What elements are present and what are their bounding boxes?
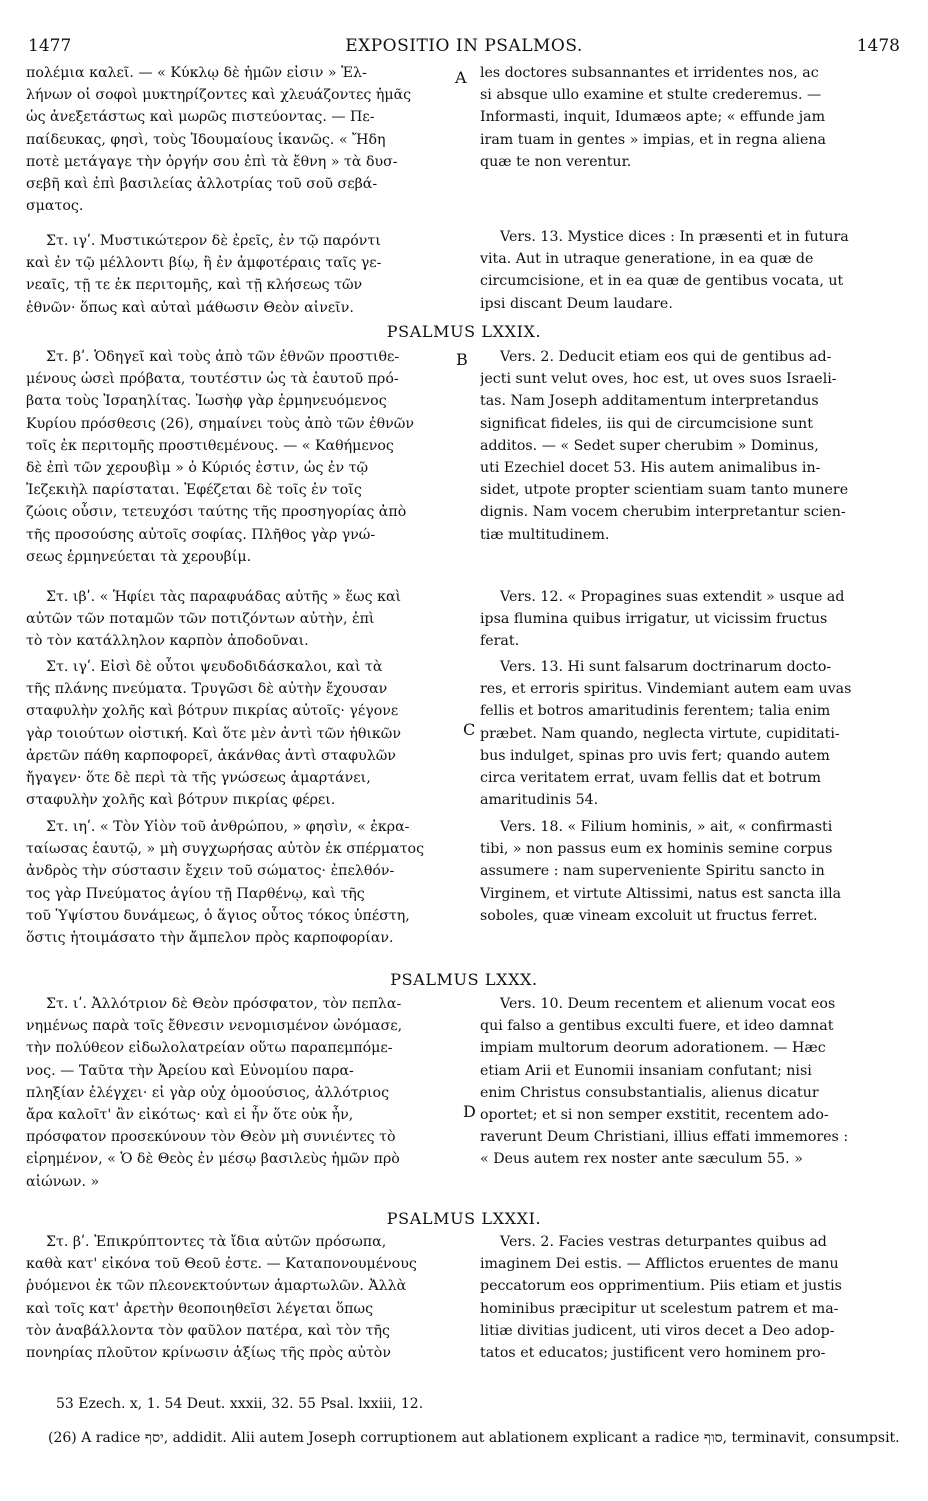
text-line: sidet, utpote propter scientiam suam tanto munere <box>480 482 849 499</box>
margin-letter-c: C <box>463 720 476 739</box>
text-line: raverunt Deum Christiani, illius effati immemores : <box>480 1129 849 1146</box>
text-line: πολέμια καλεῖ. — « Κύκλῳ δὲ ἡμῶν εἰσιν » Ἑλ- <box>26 65 367 81</box>
greek-block-5 <box>26 656 458 811</box>
text-line: Virginem, et virtute Altissimi, natus est sancta illa <box>480 885 842 902</box>
latin-block-1 <box>480 62 900 173</box>
text-line: τῆς προσούσης αὐτοῖς σοφίας. Πλῆθος γὰρ γνώ- <box>26 526 376 543</box>
text-line: Informasti, inquit, Idumæos apte; « effunde jam <box>480 109 826 126</box>
text-line: νεαῖς, τῇ τε ἐκ περιτομῆς, καὶ τῇ κλήσεως τῶν <box>26 277 363 294</box>
latin-block-2 <box>480 226 900 315</box>
text-line: σματος. <box>26 198 84 215</box>
text-line: καὶ ἐν τῷ μέλλοντι βίῳ, ἢ ἐν ἀμφοτέραις ταῖς γε- <box>26 255 382 272</box>
latin-block-3 <box>480 346 900 546</box>
latin-block-6 <box>480 816 900 927</box>
text-line: ἤγαγεν· ὅτε δὲ περὶ τὰ τῆς γνώσεως ἁμαρτάνει, <box>26 769 371 786</box>
text-line: γὰρ τοιούτων οἰστική. Καὶ ὅτε μὲν ἀντὶ τῶν ἠθικῶν <box>26 725 401 742</box>
text-line: Vers. 12. « Propagines suas extendit » usque ad <box>500 589 845 605</box>
text-line: πρόσφατον προσεκύνουν τὸν Θεὸν μὴ συνιέντες τὸ <box>26 1129 396 1146</box>
greek-block-3 <box>26 346 458 568</box>
text-line: oportet; et si non semper exstitit, recentem ado- <box>480 1106 829 1123</box>
text-line: Vers. 13. Mystice dices : In præsenti et in futura <box>500 229 849 245</box>
greek-block-7 <box>26 993 458 1193</box>
latin-block-5 <box>480 656 900 811</box>
text-line: Vers. 2. Deducit etiam eos qui de gentibus ad- <box>500 349 832 365</box>
text-line: σεως ἑρμηνεύεται τὰ χερουβίμ. <box>26 548 252 565</box>
text-line: Στ. ιγʹ. Εἰσὶ δὲ οὗτοι ψευδοδιδάσκαλοι, καὶ τὰ <box>46 659 383 675</box>
text-line: Στ. ιηʹ. « Τὸν Υἱὸν τοῦ ἀνθρώπου, » φησὶν, « ἐκρα- <box>46 819 410 835</box>
text-line: ipsa flumina quibus irrigatur, ut vicissim fructus <box>480 611 828 628</box>
text-line: Στ. ιʹ. Ἀλλότριον δὲ Θεὸν πρόσφατον, τὸν πεπλα- <box>46 996 402 1012</box>
margin-letter-b: B <box>456 350 468 369</box>
text-line: ποτὲ μετάγαγε τὴν ὀργήν σου ἐπὶ τὰ ἔθνη » τὰ δυσ- <box>26 153 398 170</box>
text-line: circa veritatem errat, uvam fellis dat et botrum <box>480 769 821 786</box>
text-line: ἀρετῶν πάθη καρποφορεῖ, ἀκάνθας ἀντὶ σταφυλῶν <box>26 747 396 764</box>
text-line: τοῦ Ὑψίστου δυνάμεως, ὁ ἅγιος οὗτος τόκος ὑπέστη, <box>26 907 410 924</box>
text-line: Κυρίου πρόσθεσις (26), σημαίνει τοὺς ἀπὸ τῶν ἐθνῶν <box>26 415 414 432</box>
text-line: vita. Aut in utraque generatione, in ea quæ de <box>480 251 814 268</box>
text-line: quæ te non verentur. <box>480 153 632 170</box>
text-line: τος γὰρ Πνεύματος ἁγίου τῇ Παρθένῳ, καὶ τῆς <box>26 885 365 902</box>
text-line: σταφυλὴν χολῆς καὶ βότρυν πικρίας αὐτοῖς· γέγονε <box>26 703 399 720</box>
text-line: Στ. βʹ. Ἐπικρύπτοντες τὰ ἴδια αὐτῶν πρόσωπα, <box>46 1234 387 1250</box>
text-line: bus indulget, spinas pro uvis fert; quando autem <box>480 747 830 764</box>
text-line: impiam multorum deorum adorationem. — Hæc <box>480 1040 826 1057</box>
text-line: Στ. βʹ. Ὁδηγεῖ καὶ τοὺς ἀπὸ τῶν ἐθνῶν προστιθε- <box>46 349 400 365</box>
psalm-heading-lxxx: PSALMUS LXXX. <box>390 970 538 989</box>
text-line: « Deus autem rex noster ante sæculum 55. » <box>480 1151 803 1168</box>
text-line: jecti sunt velut oves, hoc est, ut oves suos Israeli- <box>480 371 837 388</box>
text-line: res, et erroris spiritus. Vindemiant autem eam uvas <box>480 681 852 698</box>
running-title: EXPOSITIO IN PSALMOS. <box>345 36 583 56</box>
text-line: βατα τοὺς Ἰσραηλίτας. Ἰωσὴφ γὰρ ἑρμηνευόμενος <box>26 393 387 410</box>
text-line: ἐθνῶν· ὅπως καὶ αὐταὶ μάθωσιν Θεὸν αἰνεῖν. <box>26 299 354 316</box>
text-line: les doctores subsannantes et irridentes nos, ac <box>480 65 819 81</box>
text-line: significat fideles, iis qui de circumcisione sunt <box>480 415 813 432</box>
text-line: δὲ ἐπὶ τῶν χερουβὶμ » ὁ Κύριός ἐστιν, ὡς ἐν τῷ <box>26 459 369 476</box>
text-line: αὐτῶν τῶν ποταμῶν τῶν ποτιζόντων αὐτὴν, ἐπὶ <box>26 611 375 628</box>
text-line: πονηρίας πλοῦτον κρίνωσιν ἀξίως τῆς πρὸς αὐτὸν <box>26 1344 391 1361</box>
text-line: νος. — Ταῦτα τὴν Ἀρείου καὶ Εὐνομίου παρα- <box>26 1062 354 1079</box>
text-line: Vers. 18. « Filium hominis, » ait, « confirmasti <box>500 819 833 835</box>
text-line: Ἰεζεκιὴλ παρίσταται. Ἐφέζεται δὲ τοῖς ἐν τοῖς <box>26 482 362 499</box>
text-line: ferat. <box>480 633 520 650</box>
text-line: additos. — « Sedet super cherubim » Dominus, <box>480 437 819 454</box>
text-line: σεβῆ καὶ ἐπὶ βασιλείας ἀλλοτρίας τοῦ σοῦ σεβά- <box>26 175 378 192</box>
latin-block-4 <box>480 586 900 653</box>
text-line: καθὰ κατ' εἰκόνα τοῦ Θεοῦ ἐστε. — Καταπονουμένους <box>26 1256 417 1273</box>
text-line: hominibus præcipitur ut scelestum patrem et ma- <box>480 1300 839 1317</box>
text-line: si absque ullo examine et stulte crederemus. — <box>480 87 822 104</box>
text-line: Vers. 10. Deum recentem et alienum vocat eos <box>500 996 836 1012</box>
text-line: παίδευκας, φησὶ, τοὺς Ἰδουμαίους ἱκανῶς. « Ἤδη <box>26 131 386 148</box>
text-line: καὶ τοῖς κατ' ἀρετὴν θεοποιηθεῖσι λέγεται ὅπως <box>26 1300 374 1317</box>
greek-block-2 <box>26 230 458 319</box>
text-line: tatos et educatos; justificent vero hominem pro- <box>480 1344 826 1361</box>
text-line: τὸν ἀναβάλλοντα τὸν φαῦλον πατέρα, καὶ τὸν τῆς <box>26 1322 390 1339</box>
text-line: enim Christus consubstantialis, alienus dicatur <box>480 1084 819 1101</box>
text-line: circumcisione, et in ea quæ de gentibus vocata, ut <box>480 273 844 290</box>
text-line: λήνων οἱ σοφοὶ μυκτηρίζοντες καὶ χλευάζοντες ἡμᾶς <box>26 87 412 104</box>
text-line: τοῖς ἐκ περιτομῆς προστιθεμένους. — « Καθήμενος <box>26 437 394 454</box>
text-line: fellis et botros amaritudinis ferentem; talia enim <box>480 703 831 720</box>
text-line: αἰώνων. » <box>26 1173 100 1190</box>
text-line: dignis. Nam vocem cherubim interpretantur scien- <box>480 504 846 521</box>
footnote-26: (26) A radice יסף, addidit. Alii autem Joseph corruptionem aut ablationem explicant a radice סוף, terminavit, consumpsit. <box>48 1430 900 1446</box>
greek-block-6 <box>26 816 458 949</box>
text-line: etiam Arii et Eunomii insaniam confutant; nisi <box>480 1062 812 1079</box>
text-line: πληξίαν ἐλέγχει· εἰ γὰρ οὐχ ὁμοούσιος, ἀλλότριος <box>26 1084 390 1101</box>
text-line: ἀνδρὸς τὴν σύστασιν ἔχειν τοῦ σώματος· ἐπελθόν- <box>26 863 395 880</box>
text-line: tiæ multitudinem. <box>480 526 610 543</box>
text-line: ταίωσας ἑαυτῷ, » μὴ συγχωρήσας αὐτὸν ἐκ σπέρματος <box>26 841 425 858</box>
greek-block-8 <box>26 1231 458 1364</box>
greek-block-4 <box>26 586 458 653</box>
text-line: soboles, quæ vineam excoluit ut fructus ferret. <box>480 907 818 924</box>
latin-block-7 <box>480 993 900 1171</box>
text-line: imaginem Dei estis. — Afflictos eruentes de manu <box>480 1256 839 1273</box>
psalm-heading-lxxxi: PSALMUS LXXXI. <box>386 1209 542 1228</box>
text-line: præbet. Nam quando, neglecta virtute, cupiditati- <box>480 725 840 742</box>
page-number-left: 1477 <box>28 36 72 56</box>
text-line: Στ. ιγʹ. Μυστικώτερον δὲ ἐρεῖς, ἐν τῷ παρόντι <box>46 233 381 249</box>
page-header <box>28 36 900 60</box>
text-line: σταφυλὴν χολῆς καὶ βότρυν πικρίας φέρει. <box>26 792 336 809</box>
text-line: μένους ὡσεὶ πρόβατα, τουτέστιν ὡς τὰ ἑαυτοῦ πρό- <box>26 371 399 388</box>
text-line: iram tuam in gentes » impias, et in regna aliena <box>480 131 826 148</box>
text-line: Vers. 13. Hi sunt falsarum doctrinarum docto- <box>500 659 832 675</box>
text-line: ῥυόμενοι ἐκ τῶν πλεονεκτούντων ἁμαρτωλῶν. Ἀλλὰ <box>26 1278 407 1295</box>
text-line: tibi, » non passus eum ex hominis semine corpus <box>480 841 833 858</box>
margin-letter-a: A <box>455 68 467 87</box>
text-line: νημένως παρὰ τοῖς ἔθνεσιν νενομισμένον ὠνόμασε, <box>26 1018 403 1035</box>
text-line: tas. Nam Joseph additamentum interpretandus <box>480 393 819 410</box>
text-line: Vers. 2. Facies vestras deturpantes quibus ad <box>500 1234 827 1250</box>
margin-letter-d: D <box>463 1102 476 1121</box>
text-line: ὡς ἀνεξετάστως καὶ μωρῶς πιστεύοντας. — Πε- <box>26 109 375 126</box>
text-line: litiæ divitias judicent, uti viros decet a Deo adop- <box>480 1322 835 1339</box>
text-line: εἰρημένον, « Ὁ δὲ Θεὸς ἐν μέσῳ βασιλεὺς ἡμῶν πρὸ <box>26 1151 400 1168</box>
text-line: ζώοις οὖσιν, τετευχόσι ταύτης τῆς προσηγορίας ἀπὸ <box>26 504 407 521</box>
text-line: τὴν πολύθεον εἰδωλολατρείαν οὕτω παραπεμπόμε- <box>26 1040 393 1057</box>
text-line: Στ. ιβʹ. « Ἡφίει τὰς παραφυάδας αὐτῆς » ἕως καὶ <box>46 589 402 605</box>
text-line: τῆς πλάνης πνεύματα. Τρυγῶσι δὲ αὐτὴν ἔχουσαν <box>26 681 388 698</box>
text-line: amaritudinis 54. <box>480 792 599 809</box>
text-line: peccatorum eos opprimentium. Piis etiam et justis <box>480 1278 842 1295</box>
text-line: qui falso a gentibus exculti fuere, et ideo damnat <box>480 1018 834 1035</box>
text-line: τὸ τὸν κατάλληλον καρπὸν ἀποδοῦναι. <box>26 633 309 650</box>
text-line: ipsi discant Deum laudare. <box>480 295 673 312</box>
greek-block-1 <box>26 62 458 217</box>
text-line: ἄρα καλοῖτ' ἂν εἰκότως· καὶ εἰ ἦν ὅτε οὐκ ἦν, <box>26 1106 354 1123</box>
psalm-heading-lxxix: PSALMUS LXXIX. <box>386 322 542 341</box>
page-number-right: 1478 <box>856 36 900 56</box>
footnote-references: 53 Ezech. x, 1. 54 Deut. xxxii, 32. 55 Psal. lxxiii, 12. <box>56 1396 424 1412</box>
latin-block-8 <box>480 1231 900 1364</box>
text-line: ὅστις ἡτοιμάσατο τὴν ἄμπελον πρὸς καρποφορίαν. <box>26 929 394 946</box>
text-line: uti Ezechiel docet 53. His autem animalibus in- <box>480 459 821 476</box>
text-line: assumere : nam superveniente Spiritu sancto in <box>480 863 825 880</box>
